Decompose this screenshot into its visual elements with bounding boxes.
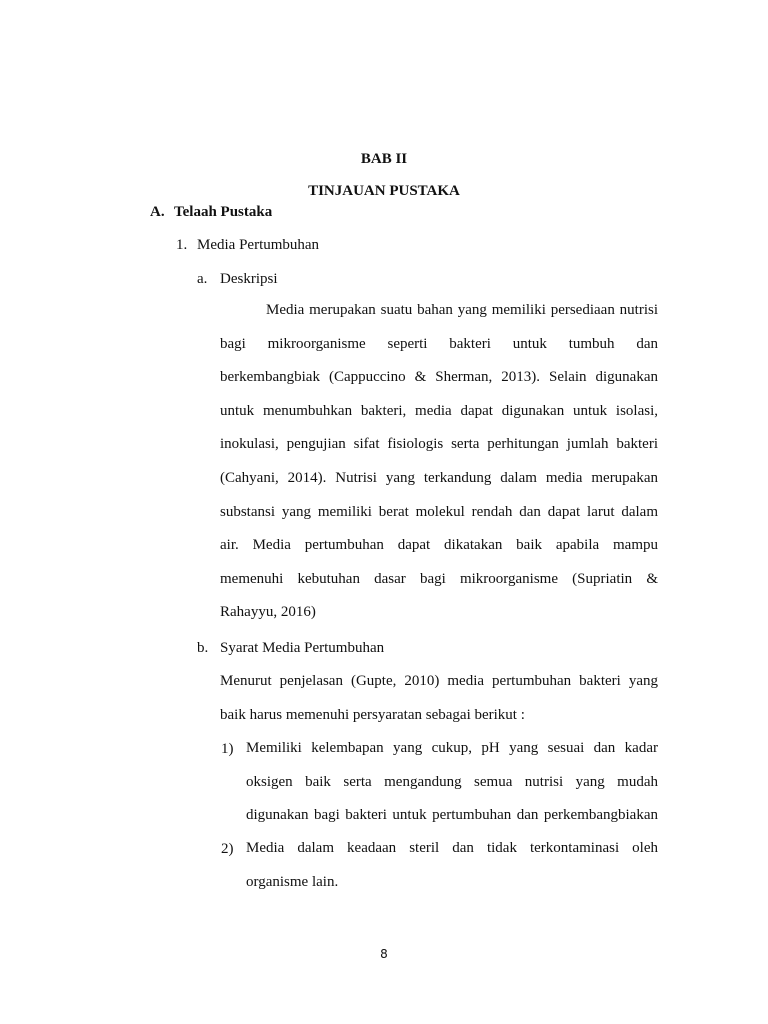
paragraph-line: inokulasi, pengujian sifat fisiologis serta perhitungan jumlah bakteri: [220, 436, 658, 453]
section-a-title: Telaah Pustaka: [174, 204, 273, 220]
paragraph-line: air. Media pertumbuhan dapat dikatakan baik apabila mampu: [220, 537, 658, 554]
requirement-1-number: 1): [221, 741, 234, 757]
paragraph-line: bagi mikroorganisme seperti bakteri untuk tumbuh dan: [220, 335, 658, 352]
requirement-2-number: 2): [221, 841, 234, 857]
paragraph-line: memenuhi kebutuhan dasar bagi mikroorganisme (Supriatin &: [220, 570, 658, 587]
subitem-b-letter: b.: [197, 640, 209, 656]
list-line: Memiliki kelembapan yang cukup, pH yang sesuai dan kadar: [246, 740, 658, 756]
requirement-1-text: [246, 732, 658, 833]
paragraph-line: baik harus memenuhi persyaratan sebagai berikut :: [220, 706, 525, 723]
chapter-title: TINJAUAN PUSTAKA: [308, 183, 460, 199]
list-line: organisme lain.: [246, 873, 339, 890]
section-a-label: A.: [150, 204, 165, 220]
paragraph-line: Media merupakan suatu bahan yang memiliki persediaan nutrisi: [266, 302, 658, 318]
subitem-a-title: Deskripsi: [220, 271, 278, 287]
requirement-2-text: [246, 832, 658, 899]
description-paragraph: [220, 294, 658, 630]
subitem-a-letter: a.: [197, 271, 208, 287]
page-number: 8: [380, 947, 388, 961]
chapter-number: BAB II: [360, 151, 408, 167]
item-1-number: 1.: [176, 237, 188, 253]
paragraph-line: Menurut penjelasan (Gupte, 2010) media pertumbuhan bakteri yang: [220, 673, 658, 689]
paragraph-line: untuk menumbuhkan bakteri, media dapat digunakan untuk isolasi,: [220, 402, 658, 419]
list-line: digunakan bagi bakteri untuk pertumbuhan dan perkembangbiakan: [246, 807, 658, 824]
paragraph-line: substansi yang memiliki berat molekul rendah dan dapat larut dalam: [220, 503, 658, 520]
item-1-title: Media Pertumbuhan: [197, 237, 320, 253]
list-line: Media dalam keadaan steril dan tidak terkontaminasi oleh: [246, 840, 658, 856]
requirements-intro: [220, 665, 658, 732]
paragraph-line: (Cahyani, 2014). Nutrisi yang terkandung dalam media merupakan: [220, 469, 658, 486]
paragraph-line: Rahayyu, 2016): [220, 604, 316, 621]
subitem-b-title: Syarat Media Pertumbuhan: [220, 640, 385, 656]
paragraph-line: berkembangbiak (Cappuccino & Sherman, 2013). Selain digunakan: [220, 369, 658, 386]
list-line: oksigen baik serta mengandung semua nutrisi yang mudah: [246, 773, 658, 790]
